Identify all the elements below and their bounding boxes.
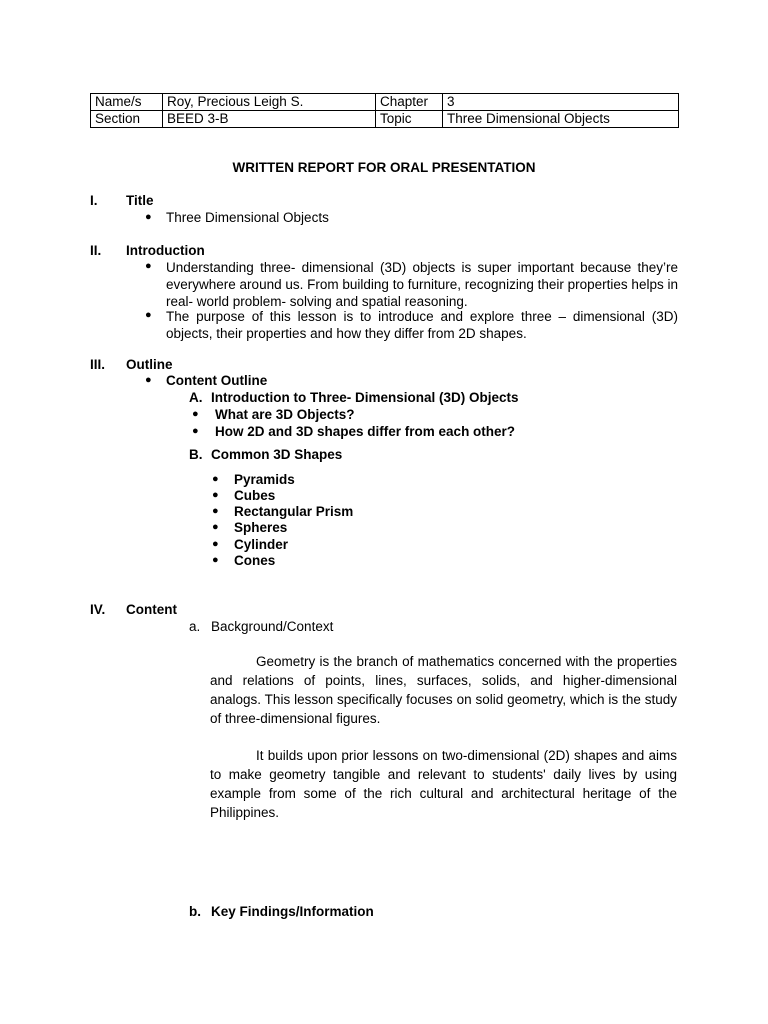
bullet-icon: ● xyxy=(212,521,219,533)
topic-label: Topic xyxy=(376,111,443,128)
content-sub-b-heading: Key Findings/Information xyxy=(211,904,374,919)
content-paragraph: Geometry is the branch of mathematics concerned with the properties and relations of points, lines, surfaces, solids, and higher-dimensional analogs. This lesson specifically focuses on solid geometry, which is the study of three-dimensional figures. xyxy=(210,654,677,726)
section-heading-title: Title xyxy=(126,193,154,208)
outline-b-item: Pyramids xyxy=(234,472,295,487)
bullet-icon: ● xyxy=(212,489,219,501)
introduction-bullet-1: Understanding three- dimensional (3D) objects is super important because they’re everywhere around us. From building to furniture, recognizing their properties helps in real- world problem- solving and spatial reasoning. xyxy=(166,260,678,309)
bullet-icon: ● xyxy=(212,538,219,550)
section-number-outline: III. xyxy=(90,357,106,372)
bullet-icon: ● xyxy=(212,473,219,485)
content-outline-label: Content Outline xyxy=(166,373,268,388)
bullet-icon: ● xyxy=(145,260,152,272)
introduction-bullet-2: The purpose of this lesson is to introduce and explore three – dimensional (3D) objects, their properties and how they differ from 2D shapes. xyxy=(166,309,678,341)
section-number-title: I. xyxy=(90,193,98,208)
outline-b-item: Cylinder xyxy=(234,537,289,552)
content-sub-a-heading: Background/Context xyxy=(211,619,334,634)
bullet-icon: ● xyxy=(212,554,219,566)
outline-b-item: Spheres xyxy=(234,520,288,535)
content-paragraph: It builds upon prior lessons on two-dimensional (2D) shapes and aims to make geometry tangible and relevant to students' daily lives by using example from some of the rich cultural and architectural heritage of the Philippines. xyxy=(210,748,677,820)
section-heading-introduction: Introduction xyxy=(126,243,205,258)
report-title: WRITTEN REPORT FOR ORAL PRESENTATION xyxy=(232,160,536,175)
topic-value: Three Dimensional Objects xyxy=(443,111,679,128)
bullet-icon: ● xyxy=(192,408,199,420)
name-value: Roy, Precious Leigh S. xyxy=(163,94,376,111)
outline-part-b-letter: B. xyxy=(189,447,203,462)
name-label: Name/s xyxy=(91,94,163,111)
outline-part-b-heading: Common 3D Shapes xyxy=(211,447,343,462)
content-sub-b-letter: b. xyxy=(189,904,201,919)
outline-b-item: Cones xyxy=(234,553,276,568)
section-number-content: IV. xyxy=(90,602,106,617)
section-label: Section xyxy=(91,111,163,128)
info-table xyxy=(90,93,679,128)
outline-b-item: Rectangular Prism xyxy=(234,504,354,519)
bullet-icon: ● xyxy=(145,211,152,223)
section-number-introduction: II. xyxy=(90,243,102,258)
section-heading-outline: Outline xyxy=(126,357,173,372)
outline-a-item: How 2D and 3D shapes differ from each other? xyxy=(215,424,516,439)
outline-a-item: What are 3D Objects? xyxy=(215,407,355,422)
content-sub-a-letter: a. xyxy=(189,619,201,634)
table-row xyxy=(91,111,679,128)
outline-b-item: Cubes xyxy=(234,488,276,503)
title-bullet-text: Three Dimensional Objects xyxy=(166,210,329,225)
bullet-icon: ● xyxy=(192,425,199,437)
outline-part-a-heading: Introduction to Three- Dimensional (3D) Objects xyxy=(211,390,519,405)
table-row xyxy=(91,94,679,111)
chapter-value: 3 xyxy=(443,94,679,111)
chapter-label: Chapter xyxy=(376,94,443,111)
outline-part-a-letter: A. xyxy=(189,390,203,405)
bullet-icon: ● xyxy=(212,505,219,517)
section-value: BEED 3-B xyxy=(163,111,376,128)
bullet-icon: ● xyxy=(145,309,152,321)
section-heading-content: Content xyxy=(126,602,177,617)
bullet-icon: ● xyxy=(145,374,152,386)
